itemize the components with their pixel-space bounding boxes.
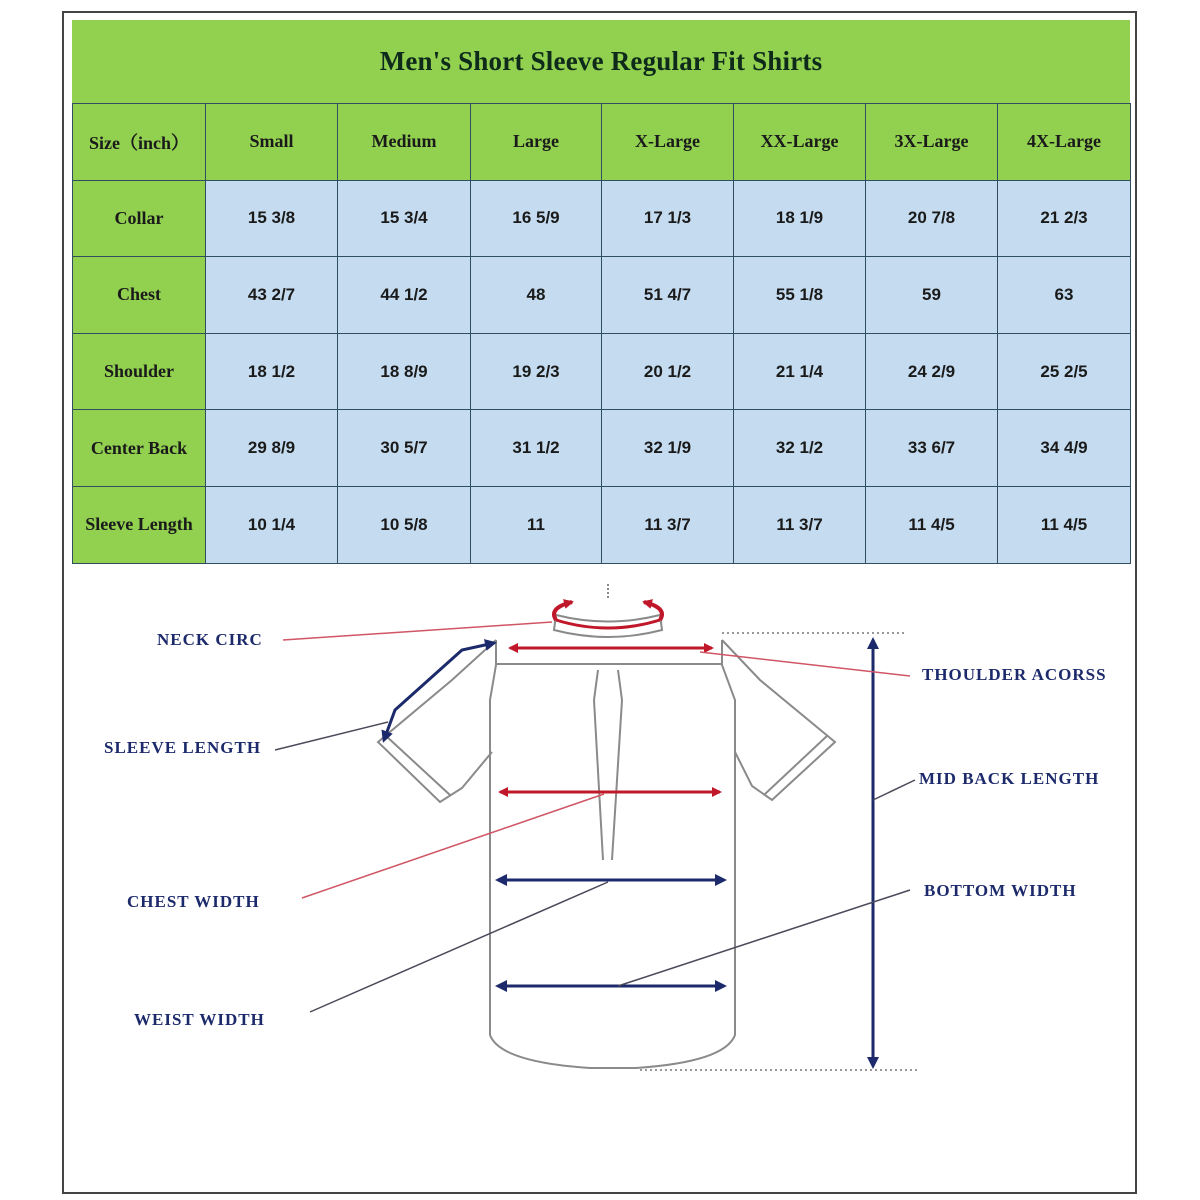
table-cell: 11 4/5 — [866, 486, 998, 563]
table-cell: 51 4/7 — [602, 257, 734, 334]
left-sleeve — [378, 640, 496, 802]
table-cell: 16 5/9 — [471, 180, 602, 257]
table-cell: 11 3/7 — [602, 486, 734, 563]
size-header: Large — [471, 104, 602, 181]
size-header: Medium — [338, 104, 471, 181]
table-cell: 18 8/9 — [338, 333, 471, 410]
bottom-width-leader — [618, 890, 910, 986]
neck-circ-label: NECK CIRC — [157, 630, 263, 649]
table-cell: 10 1/4 — [206, 486, 338, 563]
neck-circ-arrows — [554, 602, 662, 628]
table-cell: 30 5/7 — [338, 410, 471, 487]
size-header: Small — [206, 104, 338, 181]
shirt-collar — [554, 615, 662, 637]
weist-width-leader — [310, 882, 608, 1012]
table-cell: 33 6/7 — [866, 410, 998, 487]
shoulder-across-label: THOULDER ACORSS — [922, 665, 1107, 684]
neck-circ-leader — [283, 622, 552, 640]
table-cell: 18 1/2 — [206, 333, 338, 410]
mid-back-length-label: MID BACK LENGTH — [919, 769, 1100, 788]
table-cell: 24 2/9 — [866, 333, 998, 410]
mid-back-length-leader — [873, 780, 915, 800]
table-cell: 63 — [998, 257, 1131, 334]
table-cell: 29 8/9 — [206, 410, 338, 487]
table-cell: 10 5/8 — [338, 486, 471, 563]
size-header: X-Large — [602, 104, 734, 181]
table-corner-header: Size（inch） — [73, 104, 206, 181]
row-label: Center Back — [73, 410, 206, 487]
row-label: Chest — [73, 257, 206, 334]
size-header: 3X-Large — [866, 104, 998, 181]
chest-width-label: CHEST WIDTH — [127, 892, 260, 911]
table-cell: 31 1/2 — [471, 410, 602, 487]
shoulder-across-leader — [700, 652, 910, 676]
sleeve-length-leader — [275, 722, 388, 750]
table-cell: 25 2/5 — [998, 333, 1131, 410]
bottom-width-label: BOTTOM WIDTH — [924, 881, 1077, 900]
size-header: XX-Large — [734, 104, 866, 181]
weist-width-label: WEIST WIDTH — [134, 1010, 265, 1029]
row-label: Shoulder — [73, 333, 206, 410]
table-cell: 19 2/3 — [471, 333, 602, 410]
table-cell: 11 4/5 — [998, 486, 1131, 563]
table-cell: 32 1/2 — [734, 410, 866, 487]
table-cell: 17 1/3 — [602, 180, 734, 257]
right-sleeve — [722, 640, 835, 800]
row-label: Collar — [73, 180, 206, 257]
chest-width-leader — [302, 794, 604, 898]
table-cell: 20 7/8 — [866, 180, 998, 257]
table-cell: 11 3/7 — [734, 486, 866, 563]
size-header: 4X-Large — [998, 104, 1131, 181]
table-cell: 34 4/9 — [998, 410, 1131, 487]
table-cell: 21 1/4 — [734, 333, 866, 410]
table-cell: 32 1/9 — [602, 410, 734, 487]
back-pleat — [594, 670, 622, 860]
table-cell: 11 — [471, 486, 602, 563]
table-cell: 43 2/7 — [206, 257, 338, 334]
table-cell: 18 1/9 — [734, 180, 866, 257]
right-sleeve-cuff — [765, 735, 828, 794]
leader-lines — [275, 622, 915, 1012]
shirt-outline — [378, 584, 835, 1068]
row-label: Sleeve Length — [73, 486, 206, 563]
table-cell: 55 1/8 — [734, 257, 866, 334]
table-cell: 59 — [866, 257, 998, 334]
page-title: Men's Short Sleeve Regular Fit Shirts — [379, 46, 823, 76]
table-cell: 15 3/8 — [206, 180, 338, 257]
table-cell: 15 3/4 — [338, 180, 471, 257]
sleeve-length-label: SLEEVE LENGTH — [104, 738, 262, 757]
table-cell: 21 2/3 — [998, 180, 1131, 257]
table-cell: 44 1/2 — [338, 257, 471, 334]
left-sleeve-cuff — [385, 735, 450, 795]
table-cell: 20 1/2 — [602, 333, 734, 410]
table-cell: 48 — [471, 257, 602, 334]
